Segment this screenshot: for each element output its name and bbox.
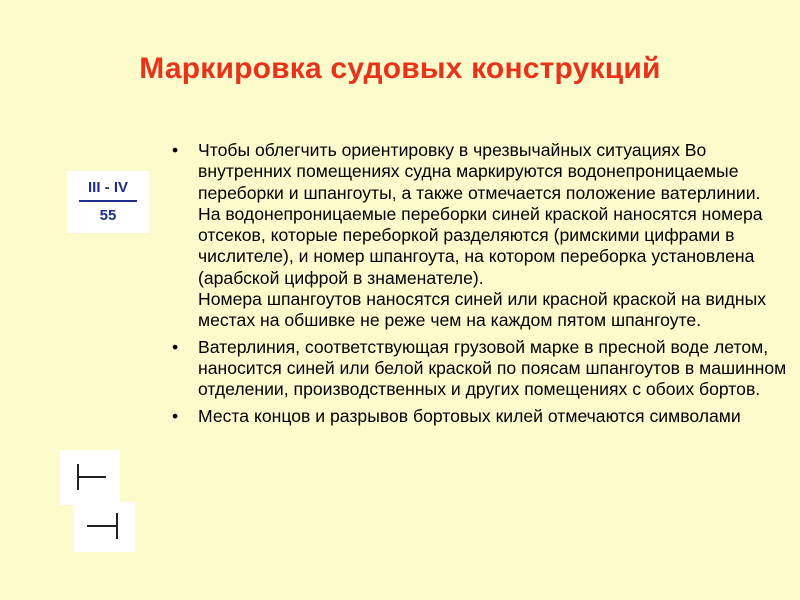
bullet-item-markings bbox=[168, 140, 788, 332]
bullet-item-keels bbox=[168, 406, 788, 427]
slide-title: Маркировка судовых конструкций bbox=[139, 52, 661, 85]
bullet-marker: • bbox=[172, 336, 179, 357]
bullet-marker: • bbox=[172, 405, 179, 426]
bulkhead-marking-figure bbox=[67, 171, 149, 233]
bullet-list bbox=[168, 140, 788, 432]
bullet-marker: • bbox=[172, 140, 179, 160]
keel-end-symbol bbox=[73, 502, 135, 552]
fraction-line bbox=[79, 200, 137, 202]
paragraph: Места концов и разрывов бортовых килей отмечаются символами bbox=[198, 405, 741, 426]
paragraph: Номера шпангоутов наносятся синей или красной краской на видных местах на обшивке не реже чем на каждом пятом шпангоуте. bbox=[198, 289, 767, 331]
compartment-numbers: III - IV bbox=[87, 179, 128, 196]
paragraph: На водонепроницаемые переборки синей краской наносятся номера отсеков, которые переборкой разделяются (римскими цифрами в числителе), и номер шпангоута, на котором переборка установлена (арабской цифрой в знаменателе). bbox=[198, 203, 763, 288]
bullet-item-waterline bbox=[168, 337, 788, 401]
keel-start-symbol bbox=[60, 450, 120, 505]
paragraph: Ватерлиния, соответствующая грузовой марке в пресной воде летом, наносится синей или белой краской по поясам шпангоутов в машинном отделении, производственных и других помещениях с обоих бортов. bbox=[198, 336, 787, 400]
paragraph: Чтобы облегчить ориентировку в чрезвычайных ситуациях Во внутренних помещениях судна маркируются водонепроницаемые переборки и шпангоуты, а также отмечается положение ватерлинии. bbox=[198, 140, 761, 203]
frame-number: 55 bbox=[99, 207, 117, 224]
